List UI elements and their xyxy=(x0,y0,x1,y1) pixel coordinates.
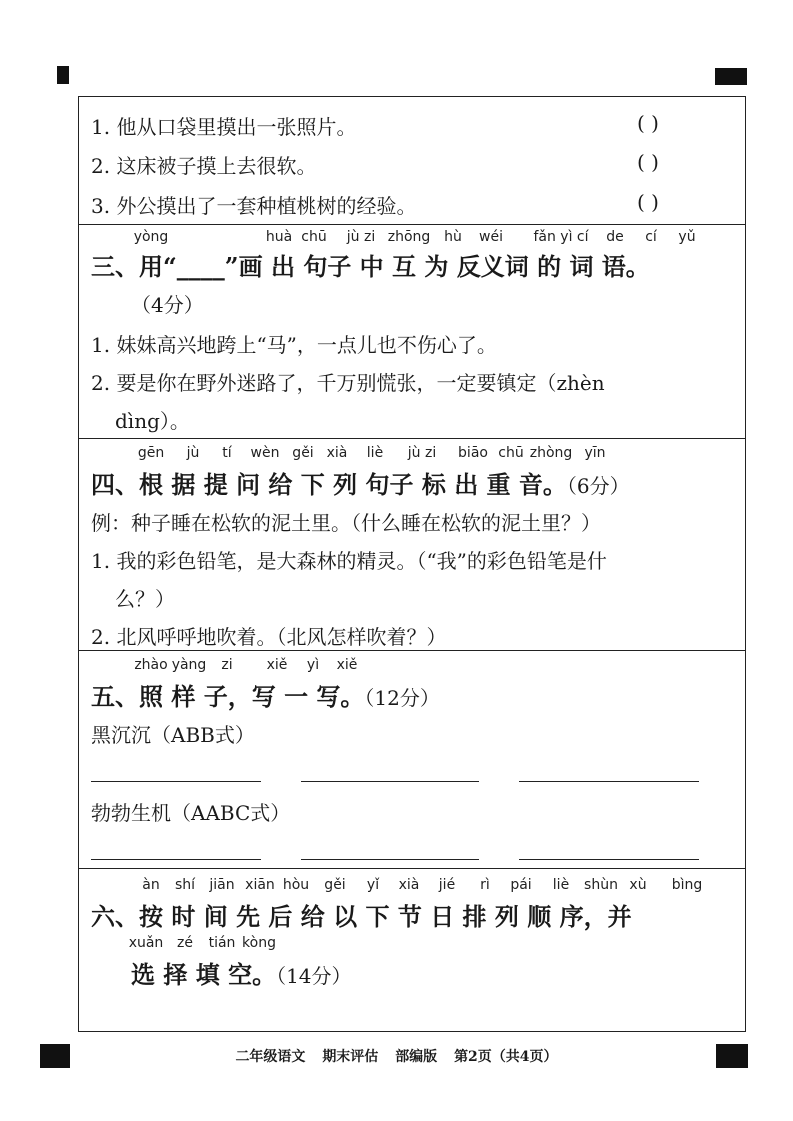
pinyin: xiě xyxy=(336,657,358,673)
pinyin: cí xyxy=(645,229,657,245)
pinyin: jù zi xyxy=(407,445,437,461)
section-5-title: 五、照 样 子，写 一 写。 xyxy=(91,682,365,711)
example-abb: 黑沉沉（ABB式） xyxy=(91,723,255,747)
pinyin: hòu xyxy=(282,877,310,893)
pinyin: xiě xyxy=(266,657,288,673)
pinyin: fǎn yì cí xyxy=(533,229,589,245)
section-6 xyxy=(79,869,745,1031)
pinyin: bìng xyxy=(671,877,703,893)
pinyin: huà xyxy=(265,229,293,245)
example-aabc: 勃勃生机（AABC式） xyxy=(91,801,291,825)
question-3-item-1: 1. 妹妹高兴地跨上“马”，一点儿也不伤心了。 xyxy=(91,333,497,357)
exam-frame xyxy=(78,96,746,1032)
question-4-item-1-cont: 么？） xyxy=(115,587,175,611)
pinyin: biāo xyxy=(458,445,488,461)
section-4 xyxy=(79,439,745,651)
question-3-item-2: 2. 要是你在野外迷路了，千万别慌张，一定要镇定（zhèn xyxy=(91,371,605,395)
pinyin: xià xyxy=(398,877,420,893)
pinyin: xiān xyxy=(245,877,275,893)
pinyin: jù xyxy=(186,445,200,461)
section-6-score: （14分） xyxy=(276,964,352,988)
answer-blank[interactable] xyxy=(519,859,699,860)
pinyin: hù xyxy=(444,229,462,245)
footer-grade: 二年级语文 xyxy=(235,1049,306,1065)
pinyin: wèn xyxy=(250,445,280,461)
question-2-item-1: 1. 他从口袋里摸出一张照片。 xyxy=(91,115,357,139)
section-5-heading xyxy=(91,677,440,712)
answer-blank[interactable] xyxy=(519,781,699,782)
question-2-item-2: 2. 这床被子摸上去很软。 xyxy=(91,154,317,178)
section-6-heading-line-2 xyxy=(131,955,352,990)
answer-blank[interactable] xyxy=(91,859,261,860)
registration-mark-top-left xyxy=(57,66,69,84)
pinyin: pái xyxy=(510,877,532,893)
footer-page-number: 第2页（共4页） xyxy=(454,1049,558,1065)
pinyin: zhòng xyxy=(529,445,573,461)
page-footer xyxy=(0,1046,793,1066)
question-4-item-1: 1. 我的彩色铅笔，是大森林的精灵。（“我”的彩色铅笔是什 xyxy=(91,549,607,573)
answer-blank[interactable] xyxy=(301,781,479,782)
pinyin: jié xyxy=(438,877,456,893)
footer-exam: 期末评估 xyxy=(322,1049,379,1065)
question-3-item-2-cont: dìng）。 xyxy=(115,409,190,433)
answer-paren-2[interactable]: ( ) xyxy=(637,150,659,174)
pinyin: de xyxy=(606,229,624,245)
section-6-heading-line-1: 六、按 时 间 先 后 给 以 下 节 日 排 列 顺 序，并 xyxy=(91,902,632,931)
answer-blank[interactable] xyxy=(301,859,479,860)
answer-paren-1[interactable]: ( ) xyxy=(637,111,659,135)
section-3 xyxy=(79,225,745,439)
pinyin: yì xyxy=(306,657,320,673)
pinyin: jù zi xyxy=(346,229,376,245)
pinyin: shí xyxy=(174,877,196,893)
pinyin: zhōng xyxy=(387,229,431,245)
pinyin: zi xyxy=(221,657,233,673)
pinyin: xuǎn xyxy=(128,935,164,951)
pinyin: liè xyxy=(552,877,570,893)
pinyin: zé xyxy=(177,935,193,951)
pinyin: gěi xyxy=(324,877,346,893)
pinyin: xù xyxy=(629,877,647,893)
question-4-item-2: 2. 北风呼呼地吹着。（北风怎样吹着？） xyxy=(91,625,447,649)
pinyin: xià xyxy=(326,445,348,461)
section-3-score: （4分） xyxy=(131,293,204,317)
section-2-tail xyxy=(79,97,745,225)
pinyin: tí xyxy=(222,445,232,461)
pinyin: gēn xyxy=(137,445,165,461)
section-5-score: （12分） xyxy=(364,686,440,710)
section-6-title-2: 选 择 填 空。 xyxy=(131,960,277,989)
section-3-heading: 三、用“____”画 出 句子 中 互 为 反义词 的 词 语。 xyxy=(91,252,650,281)
pinyin: chū xyxy=(301,229,327,245)
pinyin: yàng xyxy=(171,657,207,673)
pinyin: yǔ xyxy=(678,229,696,245)
pinyin: tián xyxy=(208,935,236,951)
answer-paren-3[interactable]: ( ) xyxy=(637,190,659,214)
pinyin: yòng xyxy=(133,229,169,245)
answer-blank[interactable] xyxy=(91,781,261,782)
pinyin: zhào xyxy=(134,657,168,673)
pinyin: yǐ xyxy=(366,877,380,893)
section-4-score: （6分） xyxy=(566,474,630,498)
pinyin: chū xyxy=(498,445,524,461)
pinyin: jiān xyxy=(209,877,235,893)
registration-mark-top-right xyxy=(715,68,747,85)
pinyin: kòng xyxy=(242,935,276,951)
footer-edition: 部编版 xyxy=(395,1049,438,1065)
section-5 xyxy=(79,651,745,869)
pinyin: shùn xyxy=(584,877,618,893)
question-2-item-3: 3. 外公摸出了一套种植桃树的经验。 xyxy=(91,194,417,218)
section-4-heading xyxy=(91,465,630,500)
pinyin: àn xyxy=(142,877,160,893)
pinyin: gěi xyxy=(292,445,314,461)
pinyin: yīn xyxy=(584,445,606,461)
example-line: 例：种子睡在松软的泥土里。（什么睡在松软的泥土里？） xyxy=(91,511,601,535)
pinyin: wéi xyxy=(479,229,503,245)
pinyin: liè xyxy=(366,445,384,461)
section-4-title: 四、根 据 提 问 给 下 列 句子 标 出 重 音。 xyxy=(91,470,567,499)
pinyin: rì xyxy=(480,877,490,893)
